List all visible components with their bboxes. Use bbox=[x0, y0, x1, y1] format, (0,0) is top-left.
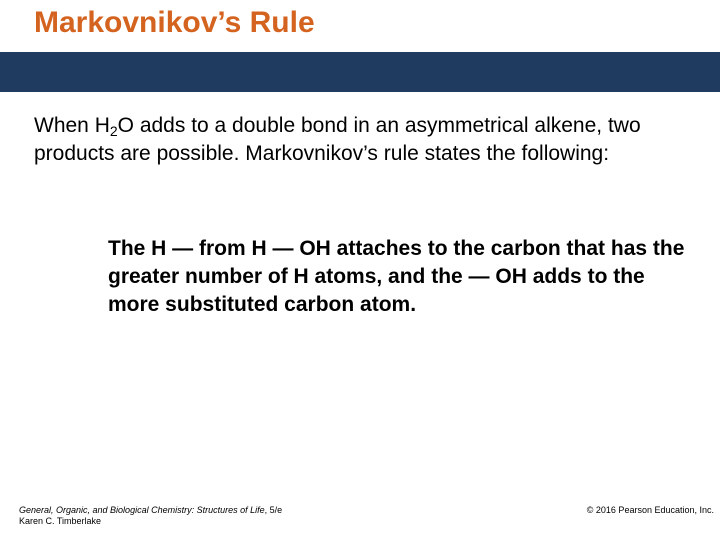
footer-edition: , 5/e bbox=[264, 505, 283, 515]
intro-text-end: O adds to a double bond in an asymmetrical alkene, two products are possible. Markovnikov’s rule states the following: bbox=[34, 114, 641, 165]
footer-copyright: © 2016 Pearson Education, Inc. bbox=[586, 505, 714, 515]
footer-author: Karen C. Timberlake bbox=[19, 516, 102, 526]
slide-title: Markovnikov’s Rule bbox=[34, 6, 315, 39]
footer-book-line bbox=[19, 505, 282, 516]
intro-paragraph bbox=[34, 112, 704, 168]
intro-text-start: When H bbox=[34, 114, 110, 137]
intro-subscript: 2 bbox=[109, 123, 118, 139]
rule-statement: The H — from H — OH attaches to the carbon that has the greater number of H atoms, and the — OH adds to the more substituted carbon atom. bbox=[108, 237, 685, 316]
footer-citation bbox=[19, 505, 282, 527]
title-bar bbox=[0, 52, 720, 92]
footer-book-title: General, Organic, and Biological Chemistry: Structures of Life bbox=[19, 505, 265, 515]
